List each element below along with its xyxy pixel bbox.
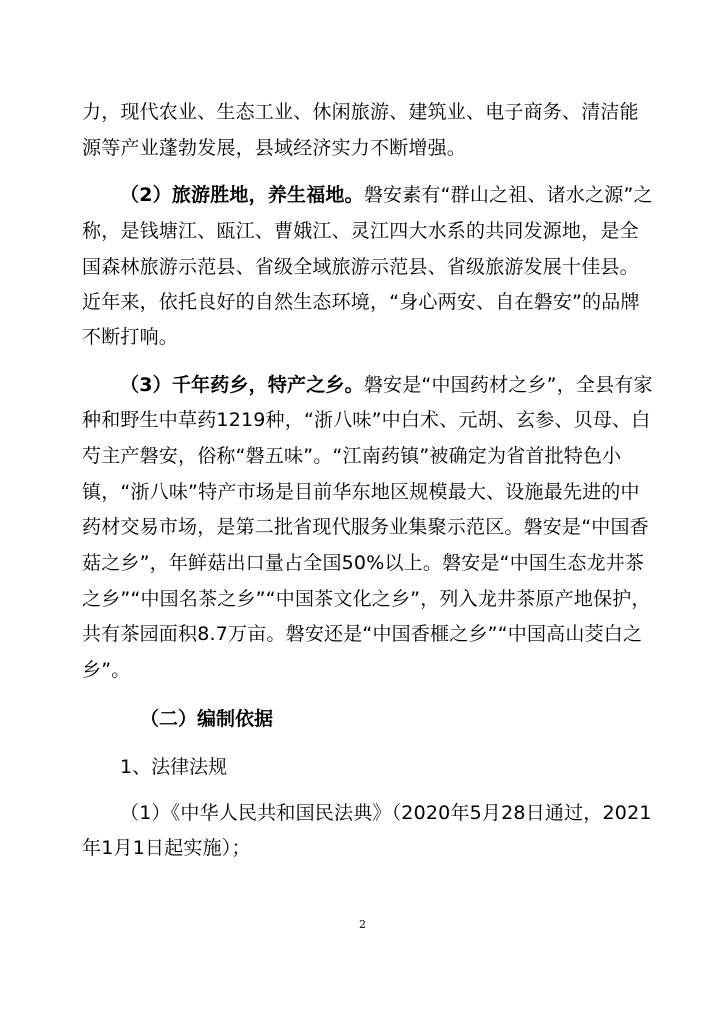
paragraph-2-line-2: 称，是钱塘江、瓯江、曹娥江、灵江四大水系的共同发源地，是全 [82,220,639,242]
page-number: 2 [359,918,366,931]
paragraph-2-bold-lead: （2）旅游胜地，养生福地。 [120,184,364,206]
paragraph-3-line-5: 药材交易市场，是第二批省现代服务业集聚示范区。磐安是“中国香 [82,516,649,538]
paragraph-3-line-3: 芍主产磐安，俗称“磐五味”。“江南药镇”被确定为省首批特色小 [82,445,622,467]
paragraph-4-line-1: （1）《中华人民共和国民法典》（2020年5月28日通过，2021 [120,802,652,824]
paragraph-3-line-1-rest: 磐安是“中国药材之乡”，全县有家 [363,374,653,396]
paragraph-3-line-1 [120,373,653,397]
paragraph-2-line-5: 不断打响。 [82,326,179,348]
paragraph-3-line-2: 种和野生中草药1219种，“浙八味”中白术、元胡、玄参、贝母、白 [82,409,651,431]
paragraph-2-line-4: 近年来，依托良好的自然生态环境，“身心两安、自在磐安”的品牌 [82,291,640,313]
paragraph-1-line-1: 力，现代农业、生态工业、休闲旅游、建筑业、电子商务、清洁能 [82,101,639,123]
paragraph-3-line-7: 之乡”“中国名茶之乡”“中国茶文化之乡”，列入龙井茶原产地保护， [82,588,651,610]
paragraph-2-line-1-rest: 磐安素有“群山之祖、诸水之源”之 [363,184,653,206]
paragraph-4-line-2: 年1月1日起实施）； [82,837,251,859]
section-heading: （二）编制依据 [140,708,274,730]
paragraph-2-line-3: 国森林旅游示范县、省级全域旅游示范县、省级旅游发展十佳县。 [82,256,639,278]
paragraph-3-line-4: 镇，“浙八味”特产市场是目前华东地区规模最大、设施最先进的中 [82,481,640,503]
paragraph-3-line-6: 菇之乡”，年鲜菇出口量占全国50%以上。磐安是“中国生态龙井茶 [82,552,645,574]
subsection-heading: 1、法律法规 [120,756,228,778]
paragraph-3-line-8: 共有茶园面积8.7万亩。磐安还是“中国香榧之乡”“中国高山茭白之 [82,623,643,645]
paragraph-2-line-1 [120,183,653,207]
paragraph-1-line-2: 源等产业蓬勃发展，县域经济实力不断增强。 [82,137,467,159]
paragraph-3-bold-lead: （3）千年药乡，特产之乡。 [120,374,364,396]
paragraph-3-line-9: 乡”。 [82,659,131,681]
